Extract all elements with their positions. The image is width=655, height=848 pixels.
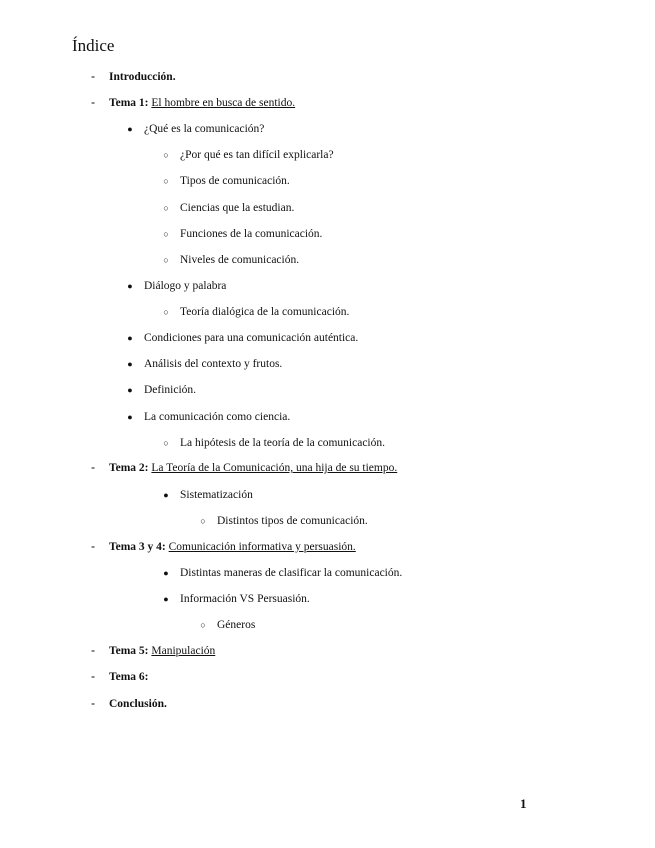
bullet-icon: ● xyxy=(127,385,133,395)
dash-marker: - xyxy=(91,645,95,657)
toc-item: Definición. xyxy=(144,384,197,396)
page-title: Índice xyxy=(72,36,115,55)
circle-bullet-icon: ○ xyxy=(163,307,169,317)
toc-item: La comunicación como ciencia. xyxy=(144,411,291,423)
circle-bullet-icon: ○ xyxy=(163,203,169,213)
intro-label: Introducción. xyxy=(109,71,176,83)
toc-item: Sistematización xyxy=(180,489,253,501)
bullet-icon: ● xyxy=(127,281,133,291)
toc-subitem: Funciones de la comunicación. xyxy=(180,228,323,240)
toc-subitem: Niveles de comunicación. xyxy=(180,254,300,266)
dash-marker: - xyxy=(91,462,95,474)
tema-3-4-label: Tema 3 y 4: xyxy=(109,541,166,553)
tema-6-label: Tema 6: xyxy=(109,671,149,683)
bullet-icon: ● xyxy=(163,568,169,578)
bullet-icon: ● xyxy=(127,412,133,422)
toc-conclusion xyxy=(109,697,167,711)
toc-tema-6 xyxy=(109,670,149,684)
toc-item: ¿Qué es la comunicación? xyxy=(144,123,265,135)
circle-bullet-icon: ○ xyxy=(200,620,206,630)
toc-subitem: Teoría dialógica de la comunicación. xyxy=(180,306,350,318)
page-number: 1 xyxy=(520,796,527,811)
dash-marker: - xyxy=(91,698,95,710)
toc-subitem: Tipos de comunicación. xyxy=(180,175,290,187)
dash-marker: - xyxy=(91,671,95,683)
bullet-icon: ● xyxy=(163,594,169,604)
tema-1-title: El hombre en busca de sentido. xyxy=(151,97,296,109)
toc-intro xyxy=(109,70,176,84)
circle-bullet-icon: ○ xyxy=(163,176,169,186)
bullet-icon: ● xyxy=(127,359,133,369)
toc-subitem: ¿Por qué es tan difícil explicarla? xyxy=(180,149,334,161)
toc-subitem: Distintos tipos de comunicación. xyxy=(217,515,368,527)
toc-item: Análisis del contexto y frutos. xyxy=(144,358,283,370)
dash-marker: - xyxy=(91,71,95,83)
circle-bullet-icon: ○ xyxy=(163,438,169,448)
tema-3-4-title: Comunicación informativa y persuasión. xyxy=(168,541,356,553)
circle-bullet-icon: ○ xyxy=(163,150,169,160)
tema-5-title: Manipulación xyxy=(151,645,216,657)
circle-bullet-icon: ○ xyxy=(200,516,206,526)
toc-item: Condiciones para una comunicación auténtica. xyxy=(144,332,359,344)
toc-subitem: Ciencias que la estudian. xyxy=(180,202,295,214)
conclusion-label: Conclusión. xyxy=(109,698,167,710)
toc-tema-2 xyxy=(109,461,397,475)
bullet-icon: ● xyxy=(127,333,133,343)
circle-bullet-icon: ○ xyxy=(163,255,169,265)
dash-marker: - xyxy=(91,97,95,109)
bullet-icon: ● xyxy=(127,124,133,134)
toc-item: Información VS Persuasión. xyxy=(180,593,310,605)
toc-tema-3-4 xyxy=(109,540,356,554)
circle-bullet-icon: ○ xyxy=(163,229,169,239)
toc-tema-5 xyxy=(109,644,215,658)
dash-marker: - xyxy=(91,541,95,553)
tema-1-label: Tema 1: xyxy=(109,97,149,109)
toc-item: Distintas maneras de clasificar la comunicación. xyxy=(180,567,403,579)
tema-5-label: Tema 5: xyxy=(109,645,149,657)
tema-2-label: Tema 2: xyxy=(109,462,149,474)
tema-2-title: La Teoría de la Comunicación, una hija de su tiempo. xyxy=(151,462,398,474)
toc-subitem: Géneros xyxy=(217,619,256,631)
toc-subitem: La hipótesis de la teoría de la comunicación. xyxy=(180,437,386,449)
toc-item: Diálogo y palabra xyxy=(144,280,227,292)
bullet-icon: ● xyxy=(163,490,169,500)
toc-tema-1 xyxy=(109,96,295,110)
